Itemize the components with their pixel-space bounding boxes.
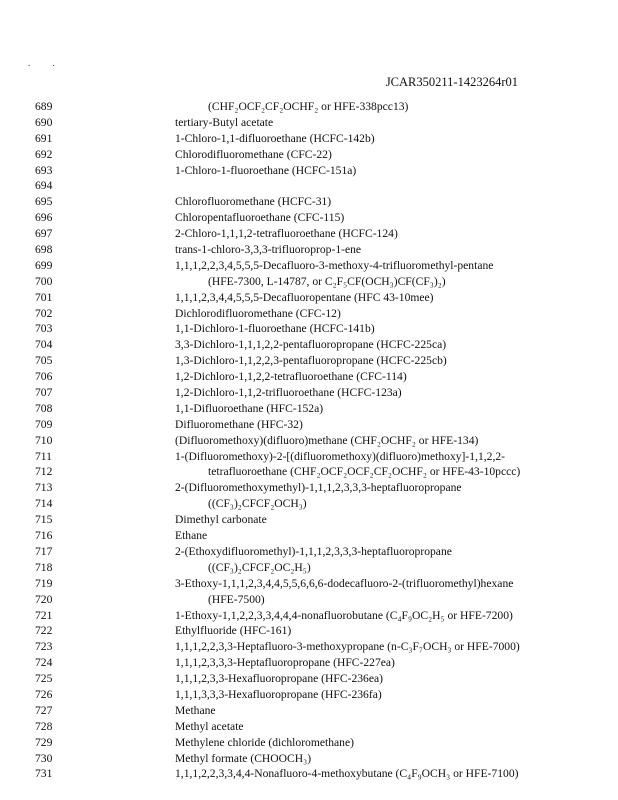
- line-number: 709: [35, 417, 53, 431]
- line-row: [35, 433, 595, 449]
- line-row: [35, 385, 595, 401]
- line-number: 723: [35, 640, 53, 654]
- line-row: [35, 751, 595, 767]
- line-text: (Difluoromethoxy)(difluoro)methane (CHF₂OCHF₂ or HFE-134): [175, 433, 479, 447]
- line-number: 710: [35, 433, 53, 447]
- line-text: Methyl acetate: [175, 719, 244, 733]
- line-number: 722: [35, 624, 53, 638]
- line-number: 699: [35, 258, 53, 272]
- line-row: [35, 258, 595, 274]
- line-text: 3-Ethoxy-1,1,1,2,3,4,4,5,5,6,6,6-dodecafluoro-2-(trifluoromethyl)hexane: [175, 576, 514, 590]
- line-row: [35, 528, 595, 544]
- line-row: [35, 639, 595, 655]
- line-text: 1,1,1,2,3,3-Hexafluoropropane (HFC-236ea): [175, 672, 383, 686]
- line-number: 728: [35, 719, 53, 733]
- line-row: [35, 147, 595, 163]
- line-row: [35, 623, 595, 639]
- line-text: (HFE-7500): [208, 592, 265, 606]
- line-number: 715: [35, 513, 53, 527]
- line-number: 711: [35, 449, 52, 463]
- line-row: [35, 766, 595, 782]
- line-text: ((CF₃)₂CFCF₂OC₂H₅): [208, 560, 311, 574]
- line-row: [35, 131, 595, 147]
- line-number: 690: [35, 115, 53, 129]
- line-number: 712: [35, 465, 53, 479]
- line-row: [35, 242, 595, 258]
- line-text: Dichlorodifluoromethane (CFC-12): [175, 306, 341, 320]
- line-text: 1,1,1,2,2,3,3-Heptafluoro-3-methoxypropane (n-C₃F₇OCH₃ or HFE-7000): [175, 640, 520, 654]
- line-row: [35, 369, 595, 385]
- line-number: 726: [35, 687, 53, 701]
- line-text: 2-Chloro-1,1,1,2-tetrafluoroethane (HCFC-124): [175, 227, 398, 241]
- line-text: 1,1,1,2,2,3,3,4,4-Nonafluoro-4-methoxybutane (C₄F₉OCH₃ or HFE-7100): [175, 767, 519, 781]
- line-row: [35, 290, 595, 306]
- line-text: Methyl formate (CHOOCH₃): [175, 751, 312, 765]
- line-row: [35, 592, 595, 608]
- line-text: Chloropentafluoroethane (CFC-115): [175, 211, 345, 225]
- line-number: 695: [35, 195, 53, 209]
- line-row: [35, 703, 595, 719]
- line-number: 731: [35, 767, 53, 781]
- line-number: 717: [35, 544, 53, 558]
- line-text: 1-Ethoxy-1,1,2,2,3,3,4,4,4-nonafluorobutane (C₄F₉OC₂H₅ or HFE-7200): [175, 608, 513, 622]
- line-number: 704: [35, 338, 53, 352]
- line-text: 1,3-Dichloro-1,1,2,2,3-pentafluoropropane (HCFC-225cb): [175, 354, 447, 368]
- line-text: 1,2-Dichloro-1,1,2-trifluoroethane (HCFC-123a): [175, 386, 402, 400]
- line-number: 702: [35, 306, 53, 320]
- line-number: 692: [35, 147, 53, 161]
- line-number: 730: [35, 751, 53, 765]
- line-row: [35, 210, 595, 226]
- line-row: [35, 163, 595, 179]
- line-row: [35, 115, 595, 131]
- line-number: 697: [35, 227, 53, 241]
- line-text: Methane: [175, 703, 216, 717]
- line-text: ((CF₃)₂CFCF₂OCH₃): [208, 497, 307, 511]
- line-row: [35, 449, 595, 465]
- line-row: [35, 321, 595, 337]
- line-text: Dimethyl carbonate: [175, 513, 267, 527]
- line-text: Methylene chloride (dichloromethane): [175, 735, 354, 749]
- line-text: 2-(Difluoromethoxymethyl)-1,1,1,2,3,3,3-heptafluoropropane: [175, 481, 462, 495]
- line-number: 689: [35, 100, 53, 113]
- line-row: [35, 401, 595, 417]
- line-text: 1,1-Dichloro-1-fluoroethane (HCFC-141b): [175, 322, 375, 336]
- line-text: (HFE-7300, L-14787, or C₂F₅CF(OCH₃)CF(CF₃)₂): [208, 274, 446, 288]
- line-number: 707: [35, 386, 53, 400]
- line-row: [35, 544, 595, 560]
- line-number: 703: [35, 322, 53, 336]
- line-row: [35, 512, 595, 528]
- line-text: 1-Chloro-1,1-difluoroethane (HCFC-142b): [175, 131, 375, 145]
- corner-marks: . .: [28, 58, 65, 68]
- line-row: [35, 99, 595, 115]
- line-row: [35, 496, 595, 512]
- line-row: [35, 687, 595, 703]
- line-text: tetrafluoroethane (CHF₂OCF₂OCF₂CF₂OCHF₂ or HFE-43-10pccc): [208, 465, 521, 479]
- line-row: [35, 735, 595, 751]
- line-number: 719: [35, 576, 53, 590]
- document-id: JCAR350211-1423264r01: [385, 75, 518, 89]
- line-number: 700: [35, 274, 53, 288]
- line-text: 1-(Difluoromethoxy)-2-[(difluoromethoxy)(difluoro)methoxy]-1,1,2,2-: [175, 449, 506, 463]
- line-number: 724: [35, 656, 53, 670]
- line-text: Difluoromethane (HFC-32): [175, 417, 303, 431]
- line-row: [35, 194, 595, 210]
- line-row: [35, 337, 595, 353]
- line-number: 693: [35, 163, 53, 177]
- line-text: 1-Chloro-1-fluoroethane (HCFC-151a): [175, 163, 357, 177]
- line-row: [35, 417, 595, 433]
- line-number: 729: [35, 735, 53, 749]
- line-number: 694: [35, 179, 53, 193]
- line-row: [35, 560, 595, 576]
- line-number: 720: [35, 592, 53, 606]
- line-number: 721: [35, 608, 53, 622]
- line-number: 716: [35, 529, 53, 543]
- line-number: 698: [35, 243, 53, 257]
- line-number: 713: [35, 481, 53, 495]
- line-row: [35, 274, 595, 290]
- line-text: tertiary-Butyl acetate: [175, 115, 274, 129]
- line-row: [35, 608, 595, 624]
- line-row: [35, 464, 595, 480]
- line-row: [35, 306, 595, 322]
- line-text: 1,1,1,3,3,3-Hexafluoropropane (HFC-236fa): [175, 687, 382, 701]
- line-text: 3,3-Dichloro-1,1,1,2,2-pentafluoropropane (HCFC-225ca): [175, 338, 447, 352]
- line-text: (CHF₂OCF₂CF₂OCHF₂ or HFE-338pcc13): [208, 100, 409, 113]
- line-number: 701: [35, 290, 53, 304]
- line-row: [35, 576, 595, 592]
- line-number: 718: [35, 560, 53, 574]
- line-text: Chlorodifluoromethane (CFC-22): [175, 147, 332, 161]
- line-row: [35, 671, 595, 687]
- line-text: 1,1,1,2,3,4,4,5,5,5-Decafluoropentane (HFC 43-10mee): [175, 290, 434, 304]
- line-number: 708: [35, 401, 53, 415]
- numbered-lines: [35, 99, 595, 782]
- line-number: 725: [35, 672, 53, 686]
- line-row: [35, 655, 595, 671]
- line-text: trans-1-chloro-3,3,3-trifluoroprop-1-ene: [175, 243, 362, 257]
- line-number: 714: [35, 497, 53, 511]
- line-text: Ethane: [175, 529, 208, 543]
- line-row: [35, 353, 595, 369]
- line-number: 727: [35, 703, 53, 717]
- line-number: 706: [35, 370, 53, 384]
- line-text: Ethylfluoride (HFC-161): [175, 624, 292, 638]
- line-text: 2-(Ethoxydifluoromethyl)-1,1,1,2,3,3,3-heptafluoropropane: [175, 544, 452, 558]
- line-number: 691: [35, 131, 53, 145]
- line-text: 1,1,1,2,3,3,3-Heptafluoropropane (HFC-227ea): [175, 656, 395, 670]
- line-text: 1,1-Difluoroethane (HFC-152a): [175, 401, 324, 415]
- line-text: 1,2-Dichloro-1,1,2,2-tetrafluoroethane (CFC-114): [175, 370, 407, 384]
- line-text: 1,1,1,2,2,3,4,5,5,5-Decafluoro-3-methoxy-4-trifluoromethyl-pentane: [175, 258, 494, 272]
- line-row: [35, 719, 595, 735]
- line-row: [35, 480, 595, 496]
- line-number: 705: [35, 354, 53, 368]
- line-text: Chlorofluoromethane (HCFC-31): [175, 195, 332, 209]
- line-row: [35, 178, 595, 194]
- line-number: 696: [35, 211, 53, 225]
- line-row: [35, 226, 595, 242]
